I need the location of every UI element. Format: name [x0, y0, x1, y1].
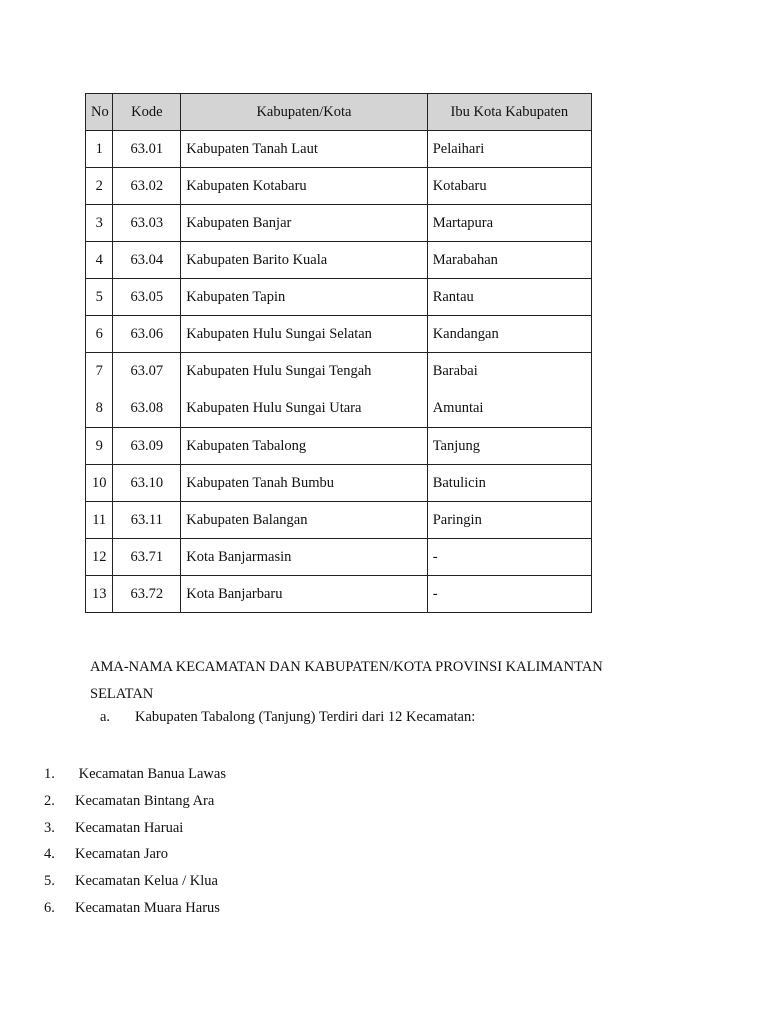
cell-kabupaten: Kabupaten Hulu Sungai Tengah: [186, 363, 372, 379]
cell-kabupaten: Kabupaten Hulu Sungai Utara: [186, 400, 362, 416]
list-item: [44, 788, 226, 815]
cell-ibu-kota: -: [427, 539, 591, 576]
subheading: [100, 709, 475, 726]
list-item-text: Kecamatan Bintang Ara: [75, 792, 215, 809]
cell-kode: 63.72: [113, 576, 181, 613]
table-header-row: [86, 94, 592, 131]
cell-kabupaten: Kabupaten Hulu Sungai Selatan: [181, 316, 427, 353]
table-row: [86, 465, 592, 502]
list-item-text: Kecamatan Haruai: [75, 819, 184, 836]
cell-kabupaten: Kabupaten Banjar: [181, 205, 427, 242]
cell-ibu-kota: -: [427, 576, 591, 613]
list-item-number: 5.: [44, 873, 55, 890]
cell-no: 8: [95, 400, 103, 416]
cell-no: 7: [95, 363, 103, 379]
cell-no: 9: [86, 428, 113, 465]
table-row: [86, 279, 592, 316]
header-kode: Kode: [113, 94, 181, 131]
cell-ibu-kota: Marabahan: [427, 242, 591, 279]
cell-kabupaten: Kota Banjarbaru: [181, 576, 427, 613]
cell-kode: 63.01: [113, 131, 181, 168]
cell-kode: 63.08: [130, 400, 164, 416]
list-item: [44, 868, 226, 895]
cell-kode: 63.05: [113, 279, 181, 316]
table-row: [86, 539, 592, 576]
cell-ibu-kota: Martapura: [427, 205, 591, 242]
cell-no: 5: [86, 279, 113, 316]
cell-no: 11: [86, 502, 113, 539]
cell-ibu-kota: Kotabaru: [427, 168, 591, 205]
cell-kode: 63.71: [113, 539, 181, 576]
table-row: [86, 131, 592, 168]
cell-ibu-kota: Barabai: [432, 363, 478, 379]
subheading-text: Kabupaten Tabalong (Tanjung) Terdiri dari 12 Kecamatan:: [135, 709, 476, 725]
list-item-number: 3.: [44, 819, 55, 836]
cell-kabupaten: Kabupaten Tanah Laut: [181, 131, 427, 168]
cell-ibu-kota: Amuntai: [432, 400, 484, 416]
header-no: No: [86, 94, 113, 131]
cell-kode: 63.10: [113, 465, 181, 502]
header-kabupaten: Kabupaten/Kota: [181, 94, 427, 131]
list-item-text: Kecamatan Banua Lawas: [75, 766, 226, 782]
subheading-marker: a.: [100, 709, 111, 725]
cell-ibu-kota: Rantau: [427, 279, 591, 316]
list-item: [44, 761, 226, 788]
cell-no: 2: [86, 168, 113, 205]
cell-kabupaten: Kabupaten Tapin: [181, 279, 427, 316]
table-row-merged: [86, 353, 592, 428]
table-row: [86, 502, 592, 539]
list-item-number: 1.: [44, 766, 55, 782]
list-item-text: Kecamatan Jaro: [75, 846, 168, 863]
cell-kabupaten: Kabupaten Tabalong: [181, 428, 427, 465]
section-heading-line2: SELATAN: [90, 686, 154, 702]
list-item-number: 4.: [44, 846, 55, 863]
section-heading: [90, 654, 650, 708]
cell-no: 13: [86, 576, 113, 613]
cell-no: 3: [86, 205, 113, 242]
cell-no: 10: [86, 465, 113, 502]
cell-no: 6: [86, 316, 113, 353]
list-item-text: Kecamatan Muara Harus: [75, 899, 220, 916]
cell-ibu-kota: Pelaihari: [427, 131, 591, 168]
cell-ibu-kota: Batulicin: [427, 465, 591, 502]
cell-kode: 63.11: [113, 502, 181, 539]
cell-no: 12: [86, 539, 113, 576]
cell-kode: 63.06: [113, 316, 181, 353]
table-row: [86, 242, 592, 279]
list-item-number: 2.: [44, 792, 55, 809]
table-row: [86, 168, 592, 205]
list-item: [44, 815, 226, 842]
cell-kode: 63.07: [130, 363, 164, 379]
cell-ibu-kota: Paringin: [427, 502, 591, 539]
cell-ibu-kota: Tanjung: [427, 428, 591, 465]
cell-kabupaten: Kabupaten Tanah Bumbu: [181, 465, 427, 502]
cell-no: 4: [86, 242, 113, 279]
list-item-number: 6.: [44, 899, 55, 916]
header-ibu-kota: Ibu Kota Kabupaten: [427, 94, 591, 131]
kabupaten-table: [85, 93, 592, 613]
cell-kabupaten: Kota Banjarmasin: [181, 539, 427, 576]
section-heading-line1: AMA-NAMA KECAMATAN DAN KABUPATEN/KOTA PROVINSI KALIMANTAN: [90, 659, 603, 675]
cell-kabupaten: Kabupaten Barito Kuala: [181, 242, 427, 279]
kecamatan-list: [44, 761, 226, 922]
cell-kode: 63.04: [113, 242, 181, 279]
table-row: [86, 428, 592, 465]
table-row: [86, 576, 592, 613]
cell-kode: 63.03: [113, 205, 181, 242]
table-row: [86, 205, 592, 242]
list-item: [44, 841, 226, 868]
cell-kabupaten: Kabupaten Balangan: [181, 502, 427, 539]
cell-ibu-kota: Kandangan: [427, 316, 591, 353]
cell-kode: 63.02: [113, 168, 181, 205]
table-row: [86, 316, 592, 353]
cell-kabupaten: Kabupaten Kotabaru: [181, 168, 427, 205]
list-item-text: Kecamatan Kelua / Klua: [75, 873, 218, 890]
list-item: [44, 895, 226, 922]
cell-kode: 63.09: [113, 428, 181, 465]
cell-no: 1: [86, 131, 113, 168]
